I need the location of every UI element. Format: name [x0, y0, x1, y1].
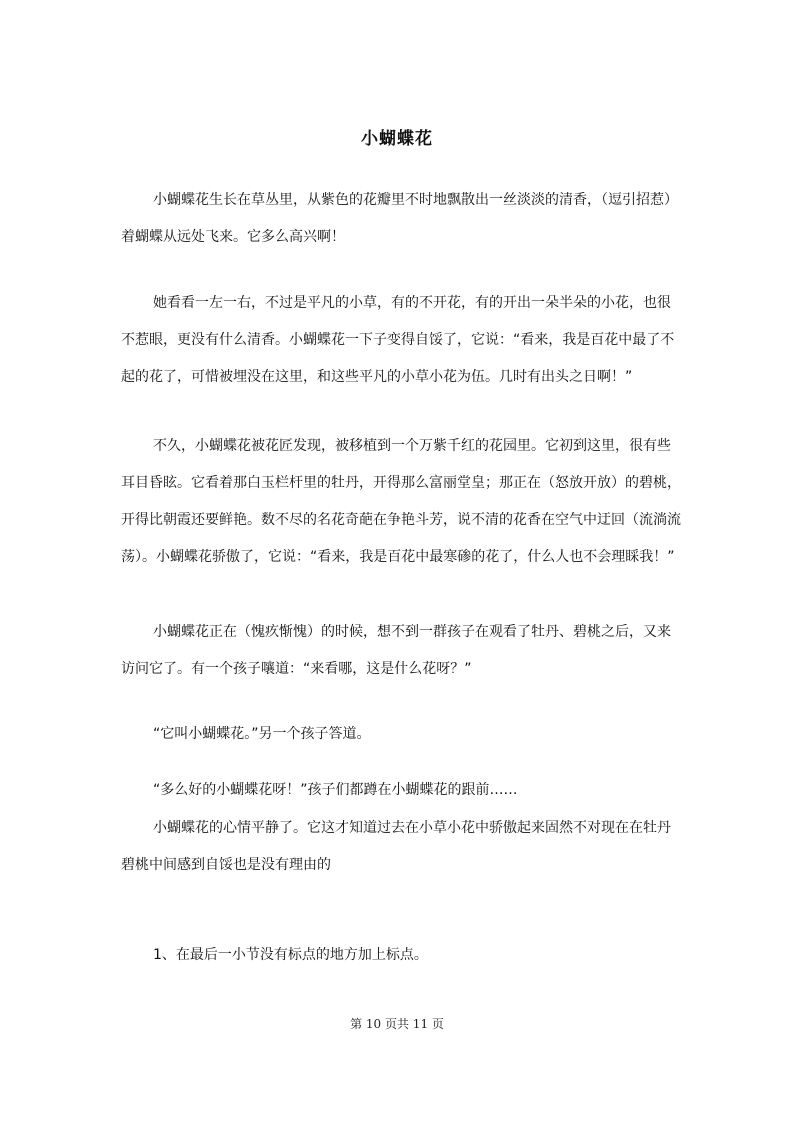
paragraph-4: 小蝴蝶花正在（愧疚惭愧）的时候，想不到一群孩子在观看了牡丹、碧桃之后，又来访问它了。有一个孩子嚷道：“来看哪，这是什么花呀？”	[121, 624, 671, 677]
paragraph-2: 她看看一左一右，不过是平凡的小草，有的不开花，有的开出一朵半朵的小花，也很不惹眼，更没有什么清香。小蝴蝶花一下子变得自馁了，它说：“看来，我是百花中最了不起的花了，可惜被埋没在这里，和这些平凡的小草小花为伍。几时有出头之日啊！”	[121, 295, 675, 385]
paragraph-6: “多么好的小蝴蝶花呀！”孩子们都蹲在小蝴蝶花的跟前……	[153, 782, 518, 798]
page-footer: 第 10 页共 11 页	[350, 1017, 444, 1031]
paragraph-7: 小蝴蝶花的心情平静了。它这才知道过去在小草小花中骄傲起来固然不对现在在牡丹碧桃中间感到自馁也是没有理由的	[121, 820, 671, 873]
question-1: 1、在最后一小节没有标点的地方加上标点。	[153, 947, 428, 963]
document-title: 小蝴蝶花	[361, 129, 433, 149]
paragraph-1: 小蝴蝶花生长在草丛里，从紫色的花瓣里不时地飘散出一丝淡淡的清香，（逗引招惹）着蝴蝶从远处飞来。它多么高兴啊！	[121, 192, 678, 245]
paragraph-3: 不久，小蝴蝶花被花匠发现，被移植到一个万紫千红的花园里。它初到这里，很有些耳目昏眩。它看着那白玉栏杆里的牡丹，开得那么富丽堂皇；那正在（怒放开放）的碧桃，开得比朝霞还要鲜艳。数不尽的名花奇葩在争艳斗芳，说不清的花香在空气中迂回（流淌流荡）。小蝴蝶花骄傲了，它说：“看来，我是百花中最寒碜的花了，什么人也不会理睬我！”	[121, 438, 681, 565]
paragraph-5: “它叫小蝴蝶花。”另一个孩子答道。	[153, 726, 371, 742]
